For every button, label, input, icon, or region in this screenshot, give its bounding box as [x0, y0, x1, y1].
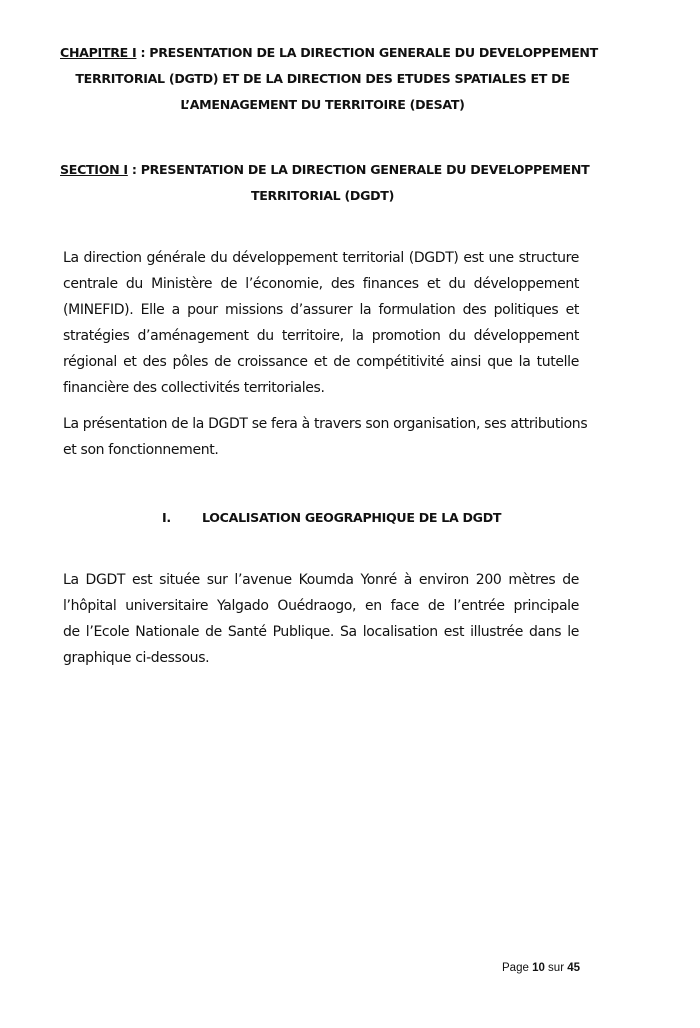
text-line: La DGDT est située sur l’avenue Koumda Yonré à environ 200 mètres de: [63, 572, 579, 588]
page-prefix: Page: [502, 962, 533, 974]
chapter-label: CHAPITRE I: [60, 45, 137, 60]
section-heading: [60, 157, 590, 209]
text-line: stratégies d’aménagement du territoire, la promotion du développement: [63, 328, 579, 344]
text-line: graphique ci-dessous.: [63, 650, 210, 666]
current-page: 10: [532, 962, 545, 974]
section-line: : PRESENTATION DE LA DIRECTION GENERALE DU DEVELOPPEMENT: [127, 162, 590, 177]
chapter-line: : PRESENTATION DE LA DIRECTION GENERALE DU DEVELOPPEMENT: [136, 45, 598, 60]
text-line: l’hôpital universitaire Yalgado Ouédraogo, en face de l’entrée principale: [63, 598, 579, 614]
chapter-line: TERRITORIAL (DGTD) ET DE LA DIRECTION DES ETUDES SPATIALES ET DE: [75, 71, 570, 86]
paragraph-intro: [63, 245, 579, 401]
chapter-heading: [60, 40, 598, 118]
text-line: financière des collectivités territoriales.: [63, 380, 325, 396]
text-line: La direction générale du développement territorial (DGDT) est une structure: [63, 250, 579, 266]
section-line: TERRITORIAL (DGDT): [250, 188, 395, 203]
subsection-number: I.: [162, 510, 171, 525]
text-line: centrale du Ministère de l’économie, des finances et du développement: [63, 276, 579, 292]
page-number: [502, 962, 580, 974]
text-line: et son fonctionnement.: [63, 442, 219, 458]
text-line: La présentation de la DGDT se fera à travers son organisation, ses attributions: [63, 416, 588, 432]
section-label: SECTION I: [60, 162, 128, 177]
chapter-line: L’AMENAGEMENT DU TERRITOIRE (DESAT): [180, 97, 465, 112]
text-line: (MINEFID). Elle a pour missions d’assurer la formulation des politiques et: [63, 302, 579, 318]
paragraph-localisation: [63, 567, 579, 671]
text-line: régional et des pôles de croissance et de compétitivité ainsi que la tutelle: [63, 354, 579, 370]
total-pages: 45: [567, 962, 581, 974]
text-line: de l’Ecole Nationale de Santé Publique. Sa localisation est illustrée dans le: [63, 624, 579, 640]
paragraph-presentation: [63, 411, 588, 463]
page-sep: sur: [544, 962, 568, 974]
subsection-title: LOCALISATION GEOGRAPHIQUE DE LA DGDT: [202, 510, 502, 525]
